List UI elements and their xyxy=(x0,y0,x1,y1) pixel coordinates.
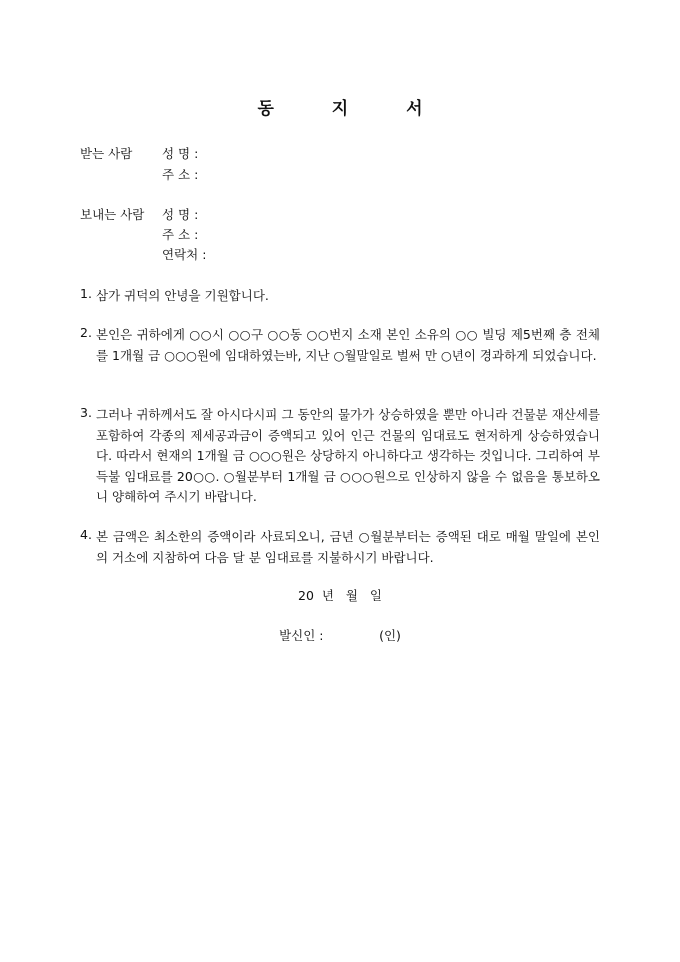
recipient-name-field: 성 명 : xyxy=(162,146,199,161)
paragraph-2 xyxy=(80,325,600,366)
sender-label: 보내는 사람 xyxy=(80,207,145,222)
paragraph-number: 3. xyxy=(80,405,92,420)
date-line: 20 년 월 일 xyxy=(298,588,382,603)
sender-address-field: 주 소 : xyxy=(162,227,199,242)
paragraph-text: 본인은 귀하에게 ○○시 ○○구 ○○동 ○○번지 소재 본인 소유의 ○○ 빌딩 제5번째 층 전체를 1개월 금 ○○○원에 임대하였는바, 지난 ○월말일로 벌써 만 ○년이 경과하게 되었습니다. xyxy=(96,327,600,363)
sender-name-field: 성 명 : xyxy=(162,207,199,222)
paragraph-text: 그러나 귀하께서도 잘 아시다시피 그 동안의 물가가 상승하였을 뿐만 아니라 건물분 재산세를 포함하여 각종의 제세공과금이 증액되고 있어 인근 건물의 임대료도 현저하게 상승하였습니다. 따라서 현재의 1개월 금 ○○○원은 상당하지 아니하다고 생각하는 것입니다. 그리하여 부득불 임대료를 20○○. ○월분부터 1개월 금 ○○○원으로 인상하지 않을 수 없음을 통보하오니 양해하여 주시기 바랍니다. xyxy=(96,407,600,505)
document-title: 동 지 서 xyxy=(257,99,449,119)
paragraph-number: 1. xyxy=(80,286,92,301)
recipient-address-field: 주 소 : xyxy=(162,167,199,182)
recipient-label: 받는 사람 xyxy=(80,146,133,161)
paragraph-4 xyxy=(80,527,600,568)
paragraph-1 xyxy=(80,286,600,307)
sender-contact-field: 연락처 : xyxy=(162,247,207,262)
paragraph-text: 본 금액은 최소한의 증액이라 사료되오니, 금년 ○월분부터는 증액된 대로 매월 말일에 본인의 거소에 지참하여 다음 달 분 임대료를 지불하시기 바랍니다. xyxy=(96,529,600,565)
signature-line: 발신인 : (인) xyxy=(279,628,401,643)
paragraph-number: 2. xyxy=(80,325,92,340)
paragraph-text: 삼가 귀덕의 안녕을 기원합니다. xyxy=(96,288,269,303)
paragraph-number: 4. xyxy=(80,527,92,542)
paragraph-3 xyxy=(80,405,600,508)
